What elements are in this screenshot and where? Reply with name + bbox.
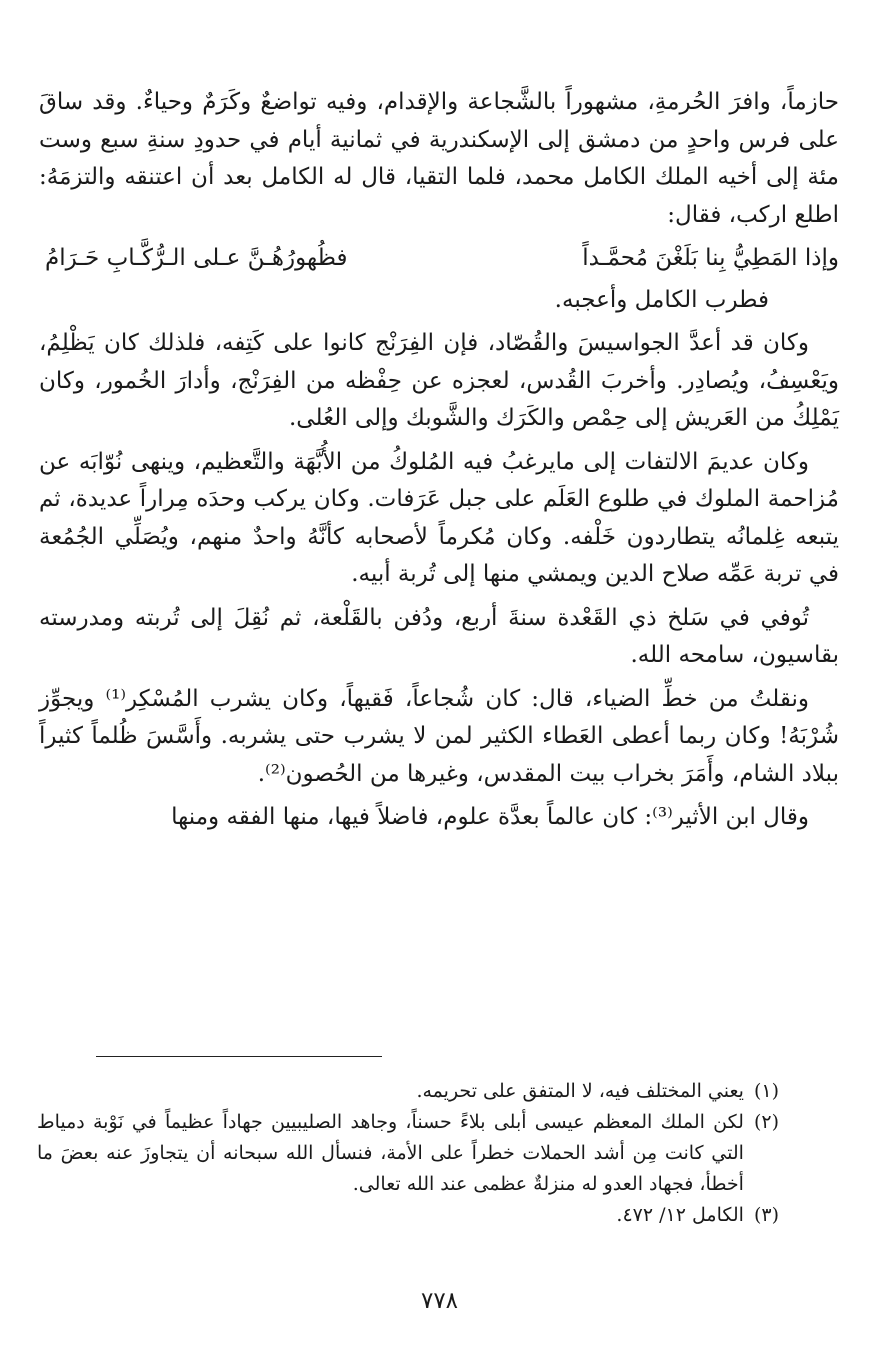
footnote-text: يعني المختلف فيه، لا المتفق على تحريمه. — [416, 1080, 744, 1102]
footnote-text: لكن الملك المعظم عيسى أبلى بلاءً حسناً، وجاهد الصليبيين جهاداً عظيماً في نَوْبة دمياط التي كانت مِن أشد الحملات خطراً على الأمة، فنسأل الله سبحانه أن يتجاوزَ عنه بعضَ ما أخطأ، فجهاد العدو له منزلةٌ عظمى عند الله تعالى. — [37, 1111, 744, 1195]
paragraph-1: حازماً، وافرَ الحُرمةِ، مشهوراً بالشَّجاعة والإقدام، وفيه تواضعٌ وكَرَمٌ وحياءٌ. وقد ساقَ على فرس واحدٍ من دمشق إلى الإسكندرية في ثمانية أيام في حدودِ سنةِ سبع وست مئة إلى أخيه الملك الكامل محمد، فلما التقيا، قال له الكامل بعد أن اعتنقه والتزمَهُ: اطلع اركب، فقال: — [39, 89, 839, 228]
footnote-number: (٣) — [753, 1204, 779, 1226]
poetry-verse — [39, 240, 839, 278]
paragraph-2: فطرب الكامل وأعجبه. — [554, 286, 769, 313]
paragraph-3: وكان قد أعدَّ الجواسيسَ والقُصّاد، فإن الفِرَنْج كانوا على كَتِفه، فلذلك كان يَظْلِمُ، ويَعْسِفُ، ويُصادِر. وأخربَ القُدس، لعجزه عن حِفْظه من الفِرَنْج، وأدارَ الخُمور، وكان يَمْلِكُ من العَريش إلى حِمْص والكَرَك والشَّوبك وإلى العُلى. — [39, 330, 839, 431]
main-text — [39, 84, 839, 843]
footnote-number: (٢) — [753, 1111, 779, 1133]
footnote-divider — [96, 1056, 382, 1057]
verse-first-hemistich: وإذا المَطِيُّ بِنا بَلَغْنَ مُحمَّـداً — [582, 245, 839, 271]
footnote-3 — [37, 1200, 779, 1231]
paragraph-6: ونقلتُ من خطِّ الضياء، قال: كان شُجاعاً، فَقيهاً، وكان يشرب المُسْكِر⁽¹⁾ ويجوِّز شُرْبَهُ! وكان ربما أعطى العَطاء الكثير لمن لا يشرب حتى يشربه. وأَسَّسَ ظُلماً كثيراً ببلاد الشام، وأَمَرَ بخراب بيت المقدس، وغيرها من الحُصون⁽²⁾. — [39, 685, 839, 787]
footnotes — [37, 1076, 779, 1231]
paragraph-5: تُوفي في سَلخ ذي القَعْدة سنةَ أربع، ودُفن بالقَلْعة، ثم نُقِلَ إلى تُربته ومدرسته بقاسيون، سامحه الله. — [39, 604, 839, 668]
footnote-2 — [37, 1107, 779, 1200]
paragraph-4: وكان عديمَ الالتفات إلى مايرغبُ فيه المُلوكُ من الأُبَّهَة والتَّعظيم، وينهى نُوّابَه عن مُزاحمة الملوك في طلوع العَلَم على جبل عَرَفات. وكان يركب وحدَه مِراراً عديدة، ثم يتبعه غِلمانُه يتطاردون خَلْفه. وكان مُكرماً لأصحابه كأنَّهُ واحدٌ منهم، ويُصَلِّي الجُمُعة في تربة عَمِّه صلاح الدين ويمشي منها إلى تُربة أبيه. — [39, 448, 839, 587]
footnote-text: الكامل ١٢/ ٤٧٢. — [616, 1204, 744, 1226]
verse-second-hemistich: فظُهورُهُـنَّ عـلى الـرُّكَّـابِ حَـرَامُ — [45, 245, 348, 271]
footnote-1 — [37, 1076, 779, 1107]
footnote-number: (١) — [753, 1080, 779, 1102]
paragraph-7: وقال ابن الأثير⁽³⁾: كان عالماً بعدَّة علوم، فاضلاً فيها، منها الفقه ومنها — [171, 804, 809, 830]
page-number: ٧٧٨ — [420, 1288, 459, 1314]
